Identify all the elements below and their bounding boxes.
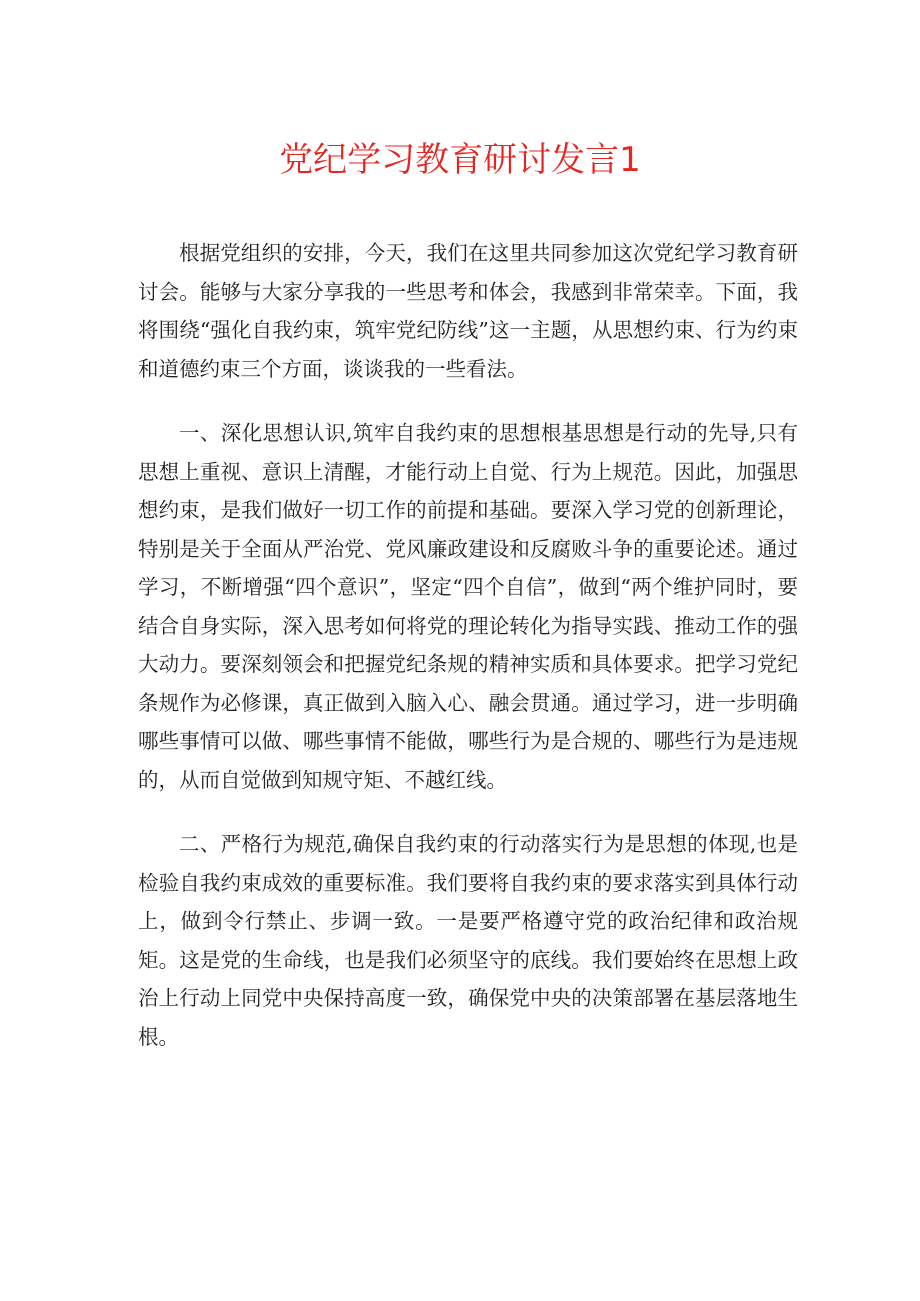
paragraph-section-two: 二、严格行为规范,确保自我约束的行动落实行为是思想的体现,也是检验自我约束成效的重要标准。我们要将自我约束的要求落实到具体行动上，做到令行禁止、步调一致。一是要严格遵守党的政治纪律和政治规矩。这是党的生命线，也是我们必须坚守的底线。我们要始终在思想上政治上行动上同党中央保持高度一致，确保党中央的决策部署在基层落地生根。	[138, 832, 798, 1049]
document-body	[138, 234, 798, 1056]
document-title: 党纪学习教育研讨发言1	[279, 140, 641, 180]
paragraph-section-one: 一、深化思想认识,筑牢自我约束的思想根基思想是行动的先导,只有思想上重视、意识上清醒，才能行动上自觉、行为上规范。因此，加强思想约束，是我们做好一切工作的前提和基础。要深入学习党的创新理论，特别是关于全面从严治党、党风廉政建设和反腐败斗争的重要论述。通过学习，不断增强“四个意识”，坚定“四个自信”，做到“两个维护同时，要结合自身实际，深入思考如何将党的理论转化为指导实践、推动工作的强大动力。要深刻领会和把握党纪条规的精神实质和具体要求。把学习党纪条规作为必修课，真正做到入脑入心、融会贯通。通过学习，进一步明确哪些事情可以做、哪些事情不能做，哪些行为是合规的、哪些行为是违规的，从而自觉做到知规守矩、不越红线。	[138, 421, 798, 792]
paragraph-intro: 根据党组织的安排，今天，我们在这里共同参加这次党纪学习教育研讨会。能够与大家分享我的一些思考和体会，我感到非常荣幸。下面，我将围绕“强化自我约束，筑牢党纪防线”这一主题，从思想约束、行为约束和道德约束三个方面，谈谈我的一些看法。	[138, 241, 798, 381]
